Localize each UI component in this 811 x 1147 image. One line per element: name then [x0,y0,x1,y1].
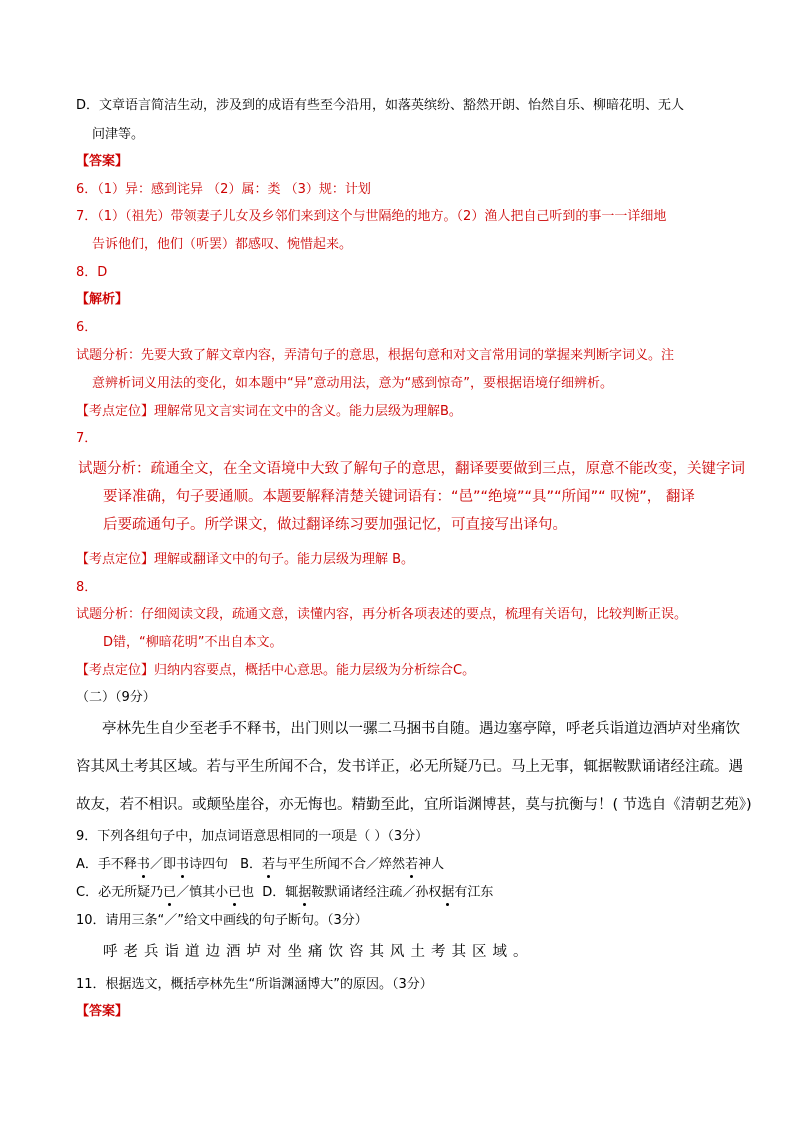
analysis-6-text-cont: 意辨析词义用法的变化，如本题中“异”意动用法，意为“感到惊奇”，要根据语境仔细辨析。 [92,376,613,391]
option-b-post: 神人 [418,857,445,872]
analysis-7-number: 7． [76,431,98,446]
option-d-text: D．文章语言简洁生动，涉及到的成语有些至今沿用，如落英缤纷、豁然开朗、怡然自乐、柳暗花明、无人 [76,98,685,113]
analysis-8-text: 试题分析：仔细阅读文段，疏通文意，读懂内容，再分析各项表述的要点，梳理有关语句，比较判断正误。 [76,607,688,622]
option-d-post-2: 有江东 [454,885,494,900]
option-d-text-cont: 问津等。 [92,127,145,142]
option-c-pre: 必无所疑乃 [98,885,164,900]
option-a-sep: ／即 [149,857,176,872]
question-10-sentence: 呼老兵诣道边酒垆对坐痛饮咨其风土考其区域。 [103,944,534,960]
option-d-dotted-word: 据 [298,885,312,900]
option-c-label: C． [76,885,99,900]
question-9-options-cd [76,884,493,902]
analysis-8-number: 8． [76,580,98,595]
option-d-dotted-word-2: 据 [441,885,455,900]
question-9-options-ab [76,856,444,874]
answer-heading: 【答案】 [76,154,129,169]
option-c-sep: ／慎其小 [176,885,229,900]
option-b-dotted-word-2: 若 [405,857,419,872]
passage-line-2: 咨其风土考其区域。若与平生所闻不合，发书详正，必无所疑乃已。马上无事，辄据鞍默诵诸经注疏。遇 [76,759,743,775]
option-a-label: A． [76,857,98,872]
answer-heading-2: 【答案】 [76,1004,129,1019]
option-a-dotted-word: 书 [136,857,150,872]
option-b-dotted-word: 若 [262,857,276,872]
analysis-8-key-point: 【考点定位】归纳内容要点，概括中心意思。能力层级为分析综合C。 [76,663,476,678]
section-two-heading: （二）（9分） [76,690,156,705]
analysis-7-text: 试题分析：疏通全文，在全文语境中大致了解句子的意思，翻译要要做到三点，原意不能改变，关键字词 [78,461,745,477]
option-c-dotted-word: 已 [163,885,177,900]
analysis-heading: 【解析】 [76,292,129,307]
option-c-dotted-word-2: 已 [228,885,242,900]
analysis-6-key-point: 【考点定位】理解常见文言实词在文中的含义。能力层级为理解B。 [76,404,462,419]
analysis-8-text-cont: D错，“柳暗花明”不出自本文。 [103,635,283,650]
analysis-6-number: 6． [76,320,98,335]
option-d-pre: 辄 [285,885,299,900]
question-10: 10．请用三条“／”给文中画线的句子断句。（3分） [76,913,368,928]
question-11: 11．根据选文，概括亭林先生“所诣渊涵博大”的原因。（3分） [76,977,433,992]
answer-8: 8．D [76,265,108,280]
option-a-pre: 手不释 [97,857,137,872]
option-c-post: 也 [241,885,259,900]
option-b-mid: 与平生所闻不合／焠然 [275,857,406,872]
option-d-label: D． [262,885,286,900]
analysis-7-key-point: 【考点定位】理解或翻译文中的句子。能力层级为理解 B。 [76,552,415,567]
passage-line-3: 故友，若不相识。或颠坠崖谷，亦无悔也。精勤至此，宜所诣渊博甚，莫与抗衡与！( 节选自《清朝艺苑》) [76,797,752,813]
option-b-label: B． [240,857,263,872]
answer-7: 7．（1）（祖先）带领妻子儿女及乡邻们来到这个与世隔绝的地方。（2）渔人把自己听到的事一一详细地 [76,209,667,224]
answer-7-cont: 告诉他们，他们（听罢）都感叹、惋惜起来。 [92,237,353,252]
analysis-6-text: 试题分析：先要大致了解文章内容，弄清句子的意思，根据句意和对文言常用词的掌握来判断字词义。注 [76,348,675,363]
analysis-7-text-cont2: 后要疏通句子。所学课文，做过翻译练习要加强记忆，可直接写出译句。 [103,517,567,533]
option-d-post: 鞍默诵诸经注疏／孙权 [311,885,442,900]
answer-6: 6．（1）异：感到诧异 （2）属：类 （3）规：计划 [76,182,371,197]
option-a-post: 诗四句 [188,857,233,872]
option-a-dotted-word-2: 书 [175,857,189,872]
passage-line-1: 亭林先生自少至老手不释书，出门则以一骡二马捆书自随。遇边塞亭障，呼老兵诣道边酒垆对坐痛饮 [102,721,740,737]
analysis-7-text-cont: 要译准确，句子要通顺。本题要解释清楚关键词语有：“邑”“绝境”“具”“所闻”“ 叹惋”， 翻译 [103,489,695,505]
question-9: 9．下列各组句子中，加点词语意思相同的一项是（ ）（3分） [76,829,429,844]
